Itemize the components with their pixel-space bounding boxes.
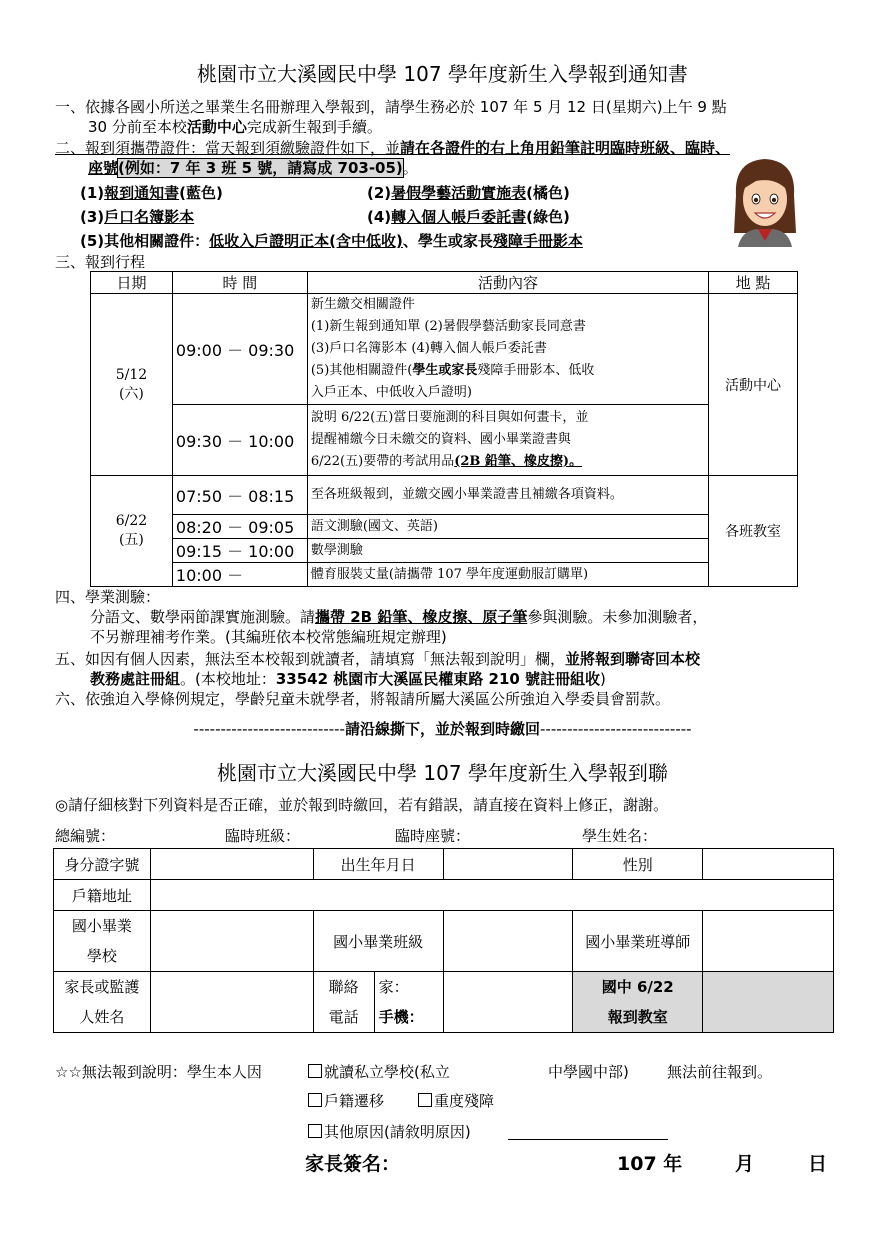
time-cell: 09:15 － 10:00	[172, 539, 307, 563]
notice-title: 桃園市立大溪國民中學 107 學年度新生入學報到通知書	[197, 62, 688, 86]
table-row	[91, 515, 798, 539]
address-field[interactable]	[150, 880, 833, 911]
item-2-line-1: 二、報到須攜帶證件：當天報到須繳驗證件如下，並請在各證件的右上角用鉛筆註明臨時班級、臨時、	[55, 139, 731, 157]
other-reason-input-line[interactable]	[508, 1139, 668, 1140]
activity-cell: 至各班級報到，並繳交國小畢業證書且補繳各項資料。	[307, 476, 708, 515]
gender-field[interactable]	[703, 849, 834, 880]
table-row	[91, 563, 798, 587]
item-6: 六、依強迫入學條例規定，學齡兒童未就學者，將報請所屬大溪區公所強迫入學委員會罰款。	[55, 690, 671, 708]
item-2-line-2: 座號(例如：7 年 3 班 5 號，請寫成 703-05)。	[88, 159, 418, 177]
table-row	[91, 405, 798, 476]
primary-class-field[interactable]	[443, 911, 573, 972]
item-4-line-1: 分語文、數學兩節課實施測驗。請攜帶 2B 鉛筆、橡皮擦、原子筆參與測驗。未參加測驗者，	[90, 608, 708, 626]
time-cell: 08:20 － 09:05	[172, 515, 307, 539]
item-3: 三、報到行程	[55, 253, 146, 271]
activity-cell: 語文測驗(國文、英語)	[307, 515, 708, 539]
parent-signature-label: 家長簽名：	[305, 1153, 401, 1175]
home-phone-label: 家：	[378, 978, 409, 996]
date-cell-2: 6/22 (五)	[91, 476, 173, 587]
signature-year: 107 年	[617, 1153, 683, 1175]
item-5-line-1: 五、如因有個人因素，無法至本校報到就讀者，請填寫「無法報到說明」欄，並將報到聯寄回本校	[55, 650, 701, 668]
primary-school-label: 國小畢業 學校	[54, 911, 151, 972]
activity-cell: 新生繳交相關證件 (1)新生報到通知單 (2)暑假學藝活動家長同意書 (3)戶口名簿影本 (4)轉入個人帳戶委託書 (5)其他相關證件(學生或家長殘障手冊影本、低收 入戶正本、中低收入戶證明)	[307, 294, 708, 405]
total-number-label: 總編號：	[55, 827, 116, 845]
phone-field[interactable]	[443, 972, 573, 1033]
mobile-label: 手機：	[378, 1008, 424, 1026]
checkbox[interactable]	[308, 1093, 322, 1107]
item-5-line-2: 教務處註冊組。(本校地址：33542 桃園市大溪區民權東路 210 號註冊組收)	[90, 670, 606, 688]
header-time: 時 間	[172, 272, 307, 294]
gender-label: 性別	[573, 849, 703, 880]
doc-2: (2)暑假學藝活動實施表(橘色)	[367, 184, 570, 202]
schedule-table	[90, 271, 798, 587]
doc-5: (5)其他相關證件：低收入戶證明正本(含中低收)、學生或家長殘障手冊影本	[80, 232, 583, 250]
activity-cell: 體育服裝丈量(請攜帶 107 學年度運動服訂購單)	[307, 563, 708, 587]
doc-1: (1)報到通知書(藍色)	[80, 184, 223, 202]
time-cell: 10:00 －	[172, 563, 307, 587]
table-row	[91, 539, 798, 563]
header-date: 日期	[91, 272, 173, 294]
header-activity: 活動內容	[307, 272, 708, 294]
activity-center-text: 活動中心	[186, 118, 247, 136]
registration-form-table	[53, 848, 834, 1033]
classroom-field[interactable]	[703, 972, 834, 1033]
header-place: 地 點	[709, 272, 798, 294]
primary-school-field[interactable]	[150, 911, 313, 972]
checkbox[interactable]	[308, 1124, 322, 1138]
birth-label: 出生年月日	[313, 849, 443, 880]
contact-label: 聯絡 電話	[314, 972, 375, 1032]
form-row-id	[54, 849, 834, 880]
item-4-head: 四、學業測驗：	[55, 588, 161, 606]
temp-seat-label: 臨時座號：	[395, 827, 471, 845]
signature-month: 月	[735, 1153, 755, 1175]
id-label: 身分證字號	[54, 849, 151, 880]
guardian-field[interactable]	[150, 972, 313, 1033]
doc-3: (3)戶口名簿影本	[80, 208, 195, 226]
checkbox[interactable]	[308, 1064, 322, 1078]
time-cell: 09:00 － 09:30	[172, 294, 307, 405]
cannot-attend-text: 無法前往報到。	[667, 1063, 773, 1081]
student-name-label: 學生姓名：	[582, 827, 658, 845]
place-cell-2: 各班教室	[709, 476, 798, 587]
signature-day: 日	[808, 1153, 828, 1175]
form-row-guardian	[54, 972, 834, 1033]
form-title: 桃園市立大溪國民中學 107 學年度新生入學報到聯	[217, 761, 668, 785]
date-cell-1: 5/12 (六)	[91, 294, 173, 476]
primary-class-label: 國小畢業班級	[313, 911, 443, 972]
checkbox[interactable]	[418, 1093, 432, 1107]
example-highlight: (例如：7 年 3 班 5 號，請寫成 703-05)	[118, 159, 403, 177]
table-row	[91, 294, 798, 405]
private-school-suffix: 中學國中部)	[548, 1063, 629, 1081]
table-row	[91, 476, 798, 515]
primary-teacher-label: 國小畢業班導師	[573, 911, 703, 972]
activity-cell: 說明 6/22(五)當日要施測的科目與如何畫卡，並 提醒補繳今日未繳交的資料、國小畢業證書與 6/22(五)要帶的考試用品(2B 鉛筆、橡皮擦)。	[307, 405, 708, 476]
primary-teacher-field[interactable]	[703, 911, 834, 972]
form-row-address	[54, 880, 834, 911]
temp-class-label: 臨時班級：	[225, 827, 301, 845]
absence-option-disability[interactable]: 重度殘障	[418, 1091, 494, 1111]
absence-label: ☆☆無法報到說明：學生本人因	[55, 1063, 262, 1081]
place-cell-1: 活動中心	[709, 294, 798, 476]
cartoon-girl-avatar	[728, 155, 802, 247]
doc-4: (4)轉入個人帳戶委託書(綠色)	[367, 208, 570, 226]
absence-option-other[interactable]: 其他原因(請敘明原因)	[308, 1122, 471, 1142]
tear-line: ----------------------------請沿線撕下，並於報到時繳回----------------------------	[193, 720, 692, 738]
phone-cell	[313, 972, 443, 1033]
birth-field[interactable]	[443, 849, 573, 880]
form-row-school	[54, 911, 834, 972]
classroom-label: 國中 6/22 報到教室	[573, 972, 703, 1033]
item-1-line-2: 30 分前至本校活動中心完成新生報到手續。	[88, 118, 382, 136]
schedule-header-row	[91, 272, 798, 294]
item-4-line-2: 不另辦理補考作業。(其編班依本校常態編班規定辦理)	[90, 628, 447, 646]
time-cell: 09:30 － 10:00	[172, 405, 307, 476]
activity-cell: 數學測驗	[307, 539, 708, 563]
absence-option-private-school[interactable]: 就讀私立學校(私立	[308, 1062, 450, 1082]
absence-option-relocation[interactable]: 戶籍遷移	[308, 1091, 384, 1111]
id-field[interactable]	[150, 849, 313, 880]
guardian-label: 家長或監護 人姓名	[54, 972, 151, 1033]
address-label: 戶籍地址	[54, 880, 151, 911]
time-cell: 07:50 － 08:15	[172, 476, 307, 515]
form-instruction: ◎請仔細核對下列資料是否正確，並於報到時繳回，若有錯誤，請直接在資料上修正，謝謝。	[55, 796, 669, 814]
item-1-line-1: 一、依據各國小所送之畢業生名冊辦理入學報到，請學生務必於 107 年 5 月 12 日(星期六)上午 9 點	[55, 98, 727, 116]
